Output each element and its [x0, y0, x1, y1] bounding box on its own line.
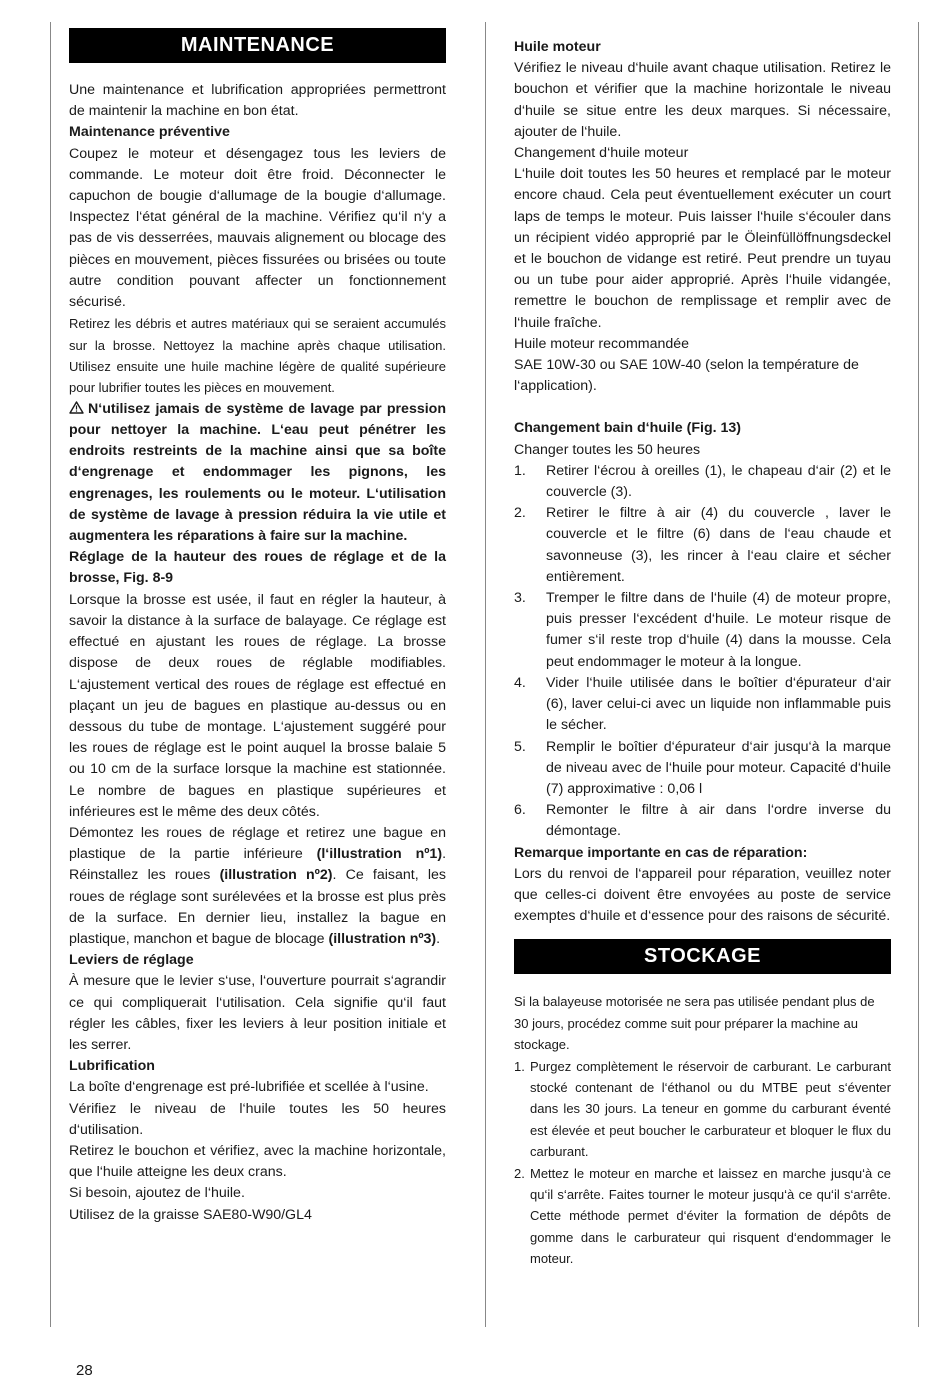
step-number: 1. [514, 1058, 525, 1074]
list-item [514, 461, 891, 503]
step-number: 3. [514, 590, 526, 607]
levers-heading: Leviers de réglage [69, 952, 194, 969]
step-number: 4. [514, 674, 526, 691]
recommended-oil-title: Huile moteur recommandée [514, 335, 690, 352]
engine-oil-paragraph-1: Vérifiez le niveau d‘huile avant chaque utilisation. Retirez le bouchon et vérifier que la machine horizontale le niveau d‘huile se situe entre les deux marques. Si nécessaire, ajouter de l‘huile. [514, 60, 891, 140]
maintenance-banner: MAINTENANCE [69, 28, 446, 63]
oil-bath-subtitle: Changer toutes les 50 heures [514, 441, 701, 458]
list-item [514, 800, 891, 842]
engine-oil-heading: Huile moteur [514, 39, 601, 55]
lubrication-paragraph-1: La boîte d‘engrenage est pré-lubrifiée et scellée à l‘usine. [69, 1079, 429, 1096]
illustration-ref-1: (l‘illustration nº1) [316, 846, 443, 863]
right-column [514, 37, 891, 1270]
list-item [514, 588, 891, 673]
step-number: 2. [514, 1165, 525, 1181]
step-text: Vider l‘huile utilisée dans le boîtier d‘épurateur d‘air (6), laver celui-ci avec un liquide non inflammable puis le sécher. [546, 674, 891, 734]
height-text-g: . [436, 930, 441, 947]
height-heading: Réglage de la hauteur des roues de réglage et de la brosse, Fig. 8-9 [69, 549, 446, 587]
warning-text: N‘utilisez jamais de système de lavage par pression pour nettoyer la machine. L‘eau peut pénétrer les endroits restreints de la machine ainsi que sa boîte d‘engrenage et endommager les pignons, les engrenages, les roulements ou le moteur. L‘utilisation de système de lavage à pression réduira la vie utile et augmentera les réparations à faire sur la machine. [69, 400, 446, 545]
left-margin-rule [50, 22, 51, 1327]
storage-steps [514, 1056, 891, 1270]
step-text: Retirer le filtre à air (4) du couvercle , laver le couvercle et le filtre (6) dans de l‘eau chaude et savonneuse (3), les rincer à l‘eau claire et sécher entièrement. [546, 505, 891, 585]
step-number: 6. [514, 802, 526, 819]
repair-paragraph: Lors du renvoi de l‘appareil pour réparation, veuillez noter que celles-ci doivent être envoyées au poste de service exemptes d‘huile et d‘essence pour des raisons de sécurité. [514, 865, 891, 925]
list-item [514, 1163, 891, 1270]
step-text: Retirer l‘écrou à oreilles (1), le chapeau d‘air (2) et le couvercle (3). [546, 462, 891, 501]
left-column [69, 28, 446, 1226]
step-number: 2. [514, 505, 526, 522]
intro-paragraph: Une maintenance et lubrification appropriées permettront de maintenir la machine en bon état. [69, 82, 446, 120]
oil-bath-heading: Changement bain d‘huile (Fig. 13) [514, 420, 742, 437]
illustration-ref-3: (illustration nº3) [328, 930, 437, 947]
oil-bath-steps [514, 461, 891, 843]
list-item [514, 737, 891, 801]
list-item [514, 1056, 891, 1163]
column-divider [485, 22, 486, 1327]
preventive-heading: Maintenance préventive [69, 124, 230, 141]
storage-banner: STOCKAGE [514, 939, 891, 974]
storage-intro: Si la balayeuse motorisée ne sera pas utilisée pendant plus de 30 jours, procédez comme suit pour préparer la machine au stockage. [514, 994, 875, 1053]
oil-change-title: Changement d‘huile moteur [514, 145, 689, 162]
lubrication-paragraph-4: Si besoin, ajoutez de l‘huile. [69, 1185, 245, 1202]
warning-paragraph [69, 399, 446, 547]
recommended-oil-text: SAE 10W-30 ou SAE 10W-40 (selon la température de l‘application). [514, 357, 859, 395]
preventive-paragraph-1: Coupez le moteur et désengagez tous les leviers de commande. Le moteur doit être froid. Déconnecter le capuchon de bougie d‘allumage de la bougie d‘allumage. Inspectez l‘état général de la machine. Vérifiez qu‘il n‘y a pas de vis desserrées, mauvais alignement ou blocage des pièces en mouvement, pièces fissurées ou brisées ou toute autre condition pouvant affecter un fonctionnement sécurisé. [69, 145, 446, 311]
preventive-paragraph-2: Retirez les débris et autres matériaux qui se seraient accumulés sur la brosse. Nettoyez la machine après chaque utilisation. Utilisez ensuite une huile machine légère de qualité supérieure pour lubrifier toutes les pièces en mouvement. [69, 316, 446, 396]
list-item [514, 503, 891, 588]
illustration-ref-2: (illustration nº2) [219, 867, 333, 884]
height-text-e: . Ce faisant, les roues de réglage sont surélevées et la brosse est plus près de la surface. En dernier lieu, installez la bague en plastique, manchon et bague de blocage [69, 867, 446, 947]
step-text: Remplir le boîtier d‘épurateur d‘air jusqu‘à la marque de niveau avec de l‘huile pour moteur. Capacité d‘huile (7) approximative : 0,06 l [546, 738, 891, 797]
repair-heading: Remarque importante en cas de réparation: [514, 844, 808, 861]
list-item [514, 673, 891, 737]
height-paragraph-1: Lorsque la brosse est usée, il faut en régler la hauteur, à savoir la distance à la surface de balayage. Ce réglage est effectué en ajustant les roues de réglage. La brosse dispose de deux roues de réglable modifiables. L‘ajustement vertical des roues de réglage est effectué en plaçant un jeu de bagues en plastique au-dessus ou en dessous du tube de montage. L‘ajustement suggéré pour les roues de réglage est le point auquel la brosse balaie 5 ou 10 cm de la surface lorsque la machine est stationnée. Le nombre de bagues en plastique supérieures et inférieures est le même des deux côtés. [69, 591, 446, 820]
step-text: Tremper le filtre dans de l‘huile (4) de moteur propre, puis presser l‘excédent d‘huile. Le moteur risque de fumer s‘il reste trop d‘huile (4) dans la mousse. Cela peut endommager le moteur à la longue. [546, 590, 891, 670]
levers-paragraph: À mesure que le levier s‘use, l‘ouverture pourrait s‘agrandir ce qui compliquerait l‘utilisation. Cela signifie qu‘il faut régler les câbles, fixer les leviers à leur position initiale et les serrer. [69, 973, 446, 1053]
height-text-c: . Réinstallez les roues [69, 846, 447, 884]
lubrication-paragraph-5: Utilisez de la graisse SAE80-W90/GL4 [69, 1206, 312, 1223]
lubrication-paragraph-3: Retirez le bouchon et vérifiez, avec la machine horizontale, que l‘huile atteigne les deux crans. [69, 1142, 446, 1181]
step-text: Purgez complètement le réservoir de carburant. Le carburant stocké contenant de l‘éthanol ou du MTBE peut s‘éventer dans les 30 jours. La teneur en gomme du carburant éventé est élevée et peut boucher le carburateur et bloquer le flux du carburant. [530, 1058, 891, 1160]
step-number: 1. [514, 462, 526, 479]
height-text-a: Démontez les roues de réglage et retirez une bague en plastique de la partie inférieure [69, 824, 446, 863]
lubrication-paragraph-2: Vérifiez le niveau de l‘huile toutes les 50 heures d‘utilisation. [69, 1100, 446, 1138]
warning-icon [69, 401, 84, 414]
right-margin-rule [918, 22, 919, 1327]
engine-oil-paragraph-2: L‘huile doit toutes les 50 heures et remplacé par le moteur encore chaud. Cela peut éventuellement exécuter un court laps de temps le moteur. Puis laisser l‘huile s‘écouler dans un récipient vidéo approprié par le Öleinfüllöffnungsdeckel et le bouchon de vidange est retiré. Peut prendre un tuyau ou un tube pour aider approprié. Après l‘huile vidangée, remettre le bouchon de remplissage et remplir avec de l‘huile fraîche. [514, 166, 891, 331]
step-text: Remonter le filtre à air dans l‘ordre inverse du démontage. [546, 802, 891, 840]
page-number: 28 [76, 1362, 93, 1379]
step-text: Mettez le moteur en marche et laissez en marche jusqu‘à ce qu‘il s‘arrête. Faites tourner le moteur jusqu‘à ce qu‘il s‘arrête. Cette méthode permet d‘éviter la formation de dépôts de gomme dans le carburateur qui risquent d‘endommager le moteur. [530, 1165, 891, 1267]
lubrication-heading: Lubrification [69, 1058, 155, 1075]
step-number: 5. [514, 738, 526, 755]
height-paragraph-2 [69, 823, 446, 950]
